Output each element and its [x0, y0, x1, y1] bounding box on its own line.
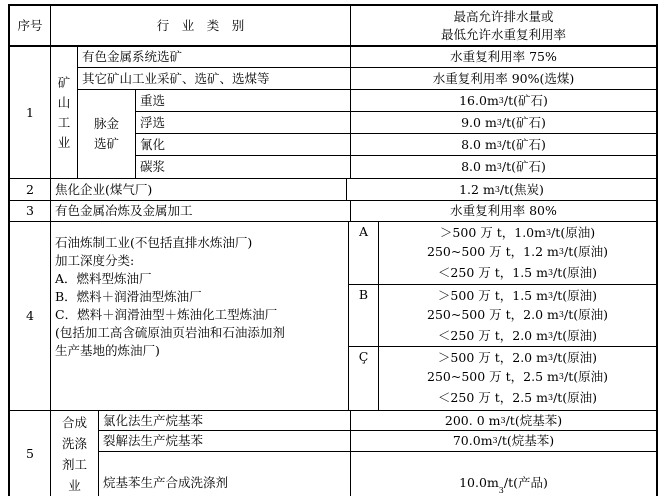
group-a-row: ＜250 万 t，1.5 m 3 /t(原油) — [437, 265, 598, 280]
row1a-value: 水重复利用率 75% — [450, 48, 557, 64]
row1a-label: 有色金属系统选矿 — [82, 48, 183, 64]
row5-item-value: 70.0m 3 /t(烷基苯) — [452, 433, 555, 448]
header-limit-line1: 最高允许排水量或 — [453, 8, 554, 24]
row5-item-label: 裂解法生产烷基苯 — [103, 433, 204, 448]
header-seq: 序号 — [17, 17, 43, 33]
row4-seq: 4 — [26, 308, 34, 323]
row2-label: 焦化企业(煤气厂) — [55, 181, 153, 197]
row1-seq: 1 — [26, 104, 34, 120]
group-b-letter: B — [358, 287, 369, 302]
row2-seq: 2 — [26, 181, 34, 197]
group-c-row: 250~500 万 t，2.5 m 3 /t(原油) — [427, 369, 608, 384]
row1-subgroup-label: 脉金 选矿 — [93, 116, 119, 151]
row5-item-value: 10.0m 3 /t(产品) — [459, 475, 548, 495]
group-c-letter: Ç — [358, 349, 369, 364]
group-b-row: ＜250 万 t，2.0 m 3 /t(原油) — [437, 327, 598, 343]
group-c-row: ＞500 万 t，2.0 m 3 /t(原油) — [437, 350, 598, 365]
header-limit — [351, 6, 656, 45]
group-b-row: 250~500 万 t，2.0 m 3 /t(原油) — [427, 307, 608, 322]
table-right-border — [656, 4, 658, 496]
group-c-row: ＜250 万 t，2.5 m 3 /t(原油) — [437, 390, 598, 405]
row2-value: 1.2 m 3 /t(焦炭) — [459, 181, 544, 197]
row5-group-label: 合成 洗涤 剂工 业 — [61, 414, 87, 493]
row1-item-value: 8.0 m 3 /t(矿石) — [461, 159, 546, 174]
row1-group-label: 矿 山 工 业 — [57, 74, 71, 150]
header-limit-line2: 最低允许水重复利用率 — [440, 26, 566, 42]
row1-item-value: 9.0 m 3 /t(矿石) — [461, 114, 546, 130]
row1b-value: 水重复利用率 90%(选煤) — [432, 70, 575, 86]
row5-item-label: 烷基苯生产合成洗涤剂 — [103, 475, 229, 490]
group-a-letter: A — [358, 224, 369, 239]
group-a-row: 250~500 万 t，1.2 m 3 /t(原油) — [427, 244, 608, 259]
header-category: 行 业 类 别 — [156, 17, 245, 33]
group-a-row: ＞500 万 t，1.0m 3 /t(原油) — [439, 225, 596, 240]
row3-seq: 3 — [26, 203, 34, 218]
row5-item-value: 200. 0 m 3 /t(烷基苯) — [444, 412, 563, 428]
row1b-label: 其它矿山工业采矿、选矿、选煤等 — [82, 70, 270, 86]
row3-label: 有色金属冶炼及金属加工 — [55, 203, 193, 218]
row1-item-label: 碳浆 — [140, 159, 166, 174]
row1-item-value: 8.0 m 3 /t(矿石) — [461, 136, 546, 152]
row4-description: 石油炼制工业(不包括直排水炼油厂) 加工深度分类: A．燃料型炼油厂 B．燃料＋润滑油型炼油厂 C．燃料＋润滑油型＋炼油化工型炼油厂 (包括加工高含硫原油页岩油和石油添加剂 生产基地的炼油厂) — [55, 235, 285, 358]
group-b-row: ＞500 万 t，1.5 m 3 /t(原油) — [437, 288, 598, 303]
row1-item-value: 16.0m 3 /t(矿石) — [459, 92, 548, 108]
row1-item-label: 浮选 — [140, 114, 166, 130]
row5-item-label: 氯化法生产烷基苯 — [103, 412, 204, 428]
row5-seq: 5 — [26, 445, 34, 461]
row1-item-label: 重选 — [140, 92, 166, 108]
row1-item-label: 氰化 — [140, 136, 166, 152]
row3-value: 水重复利用率 80% — [450, 203, 557, 218]
